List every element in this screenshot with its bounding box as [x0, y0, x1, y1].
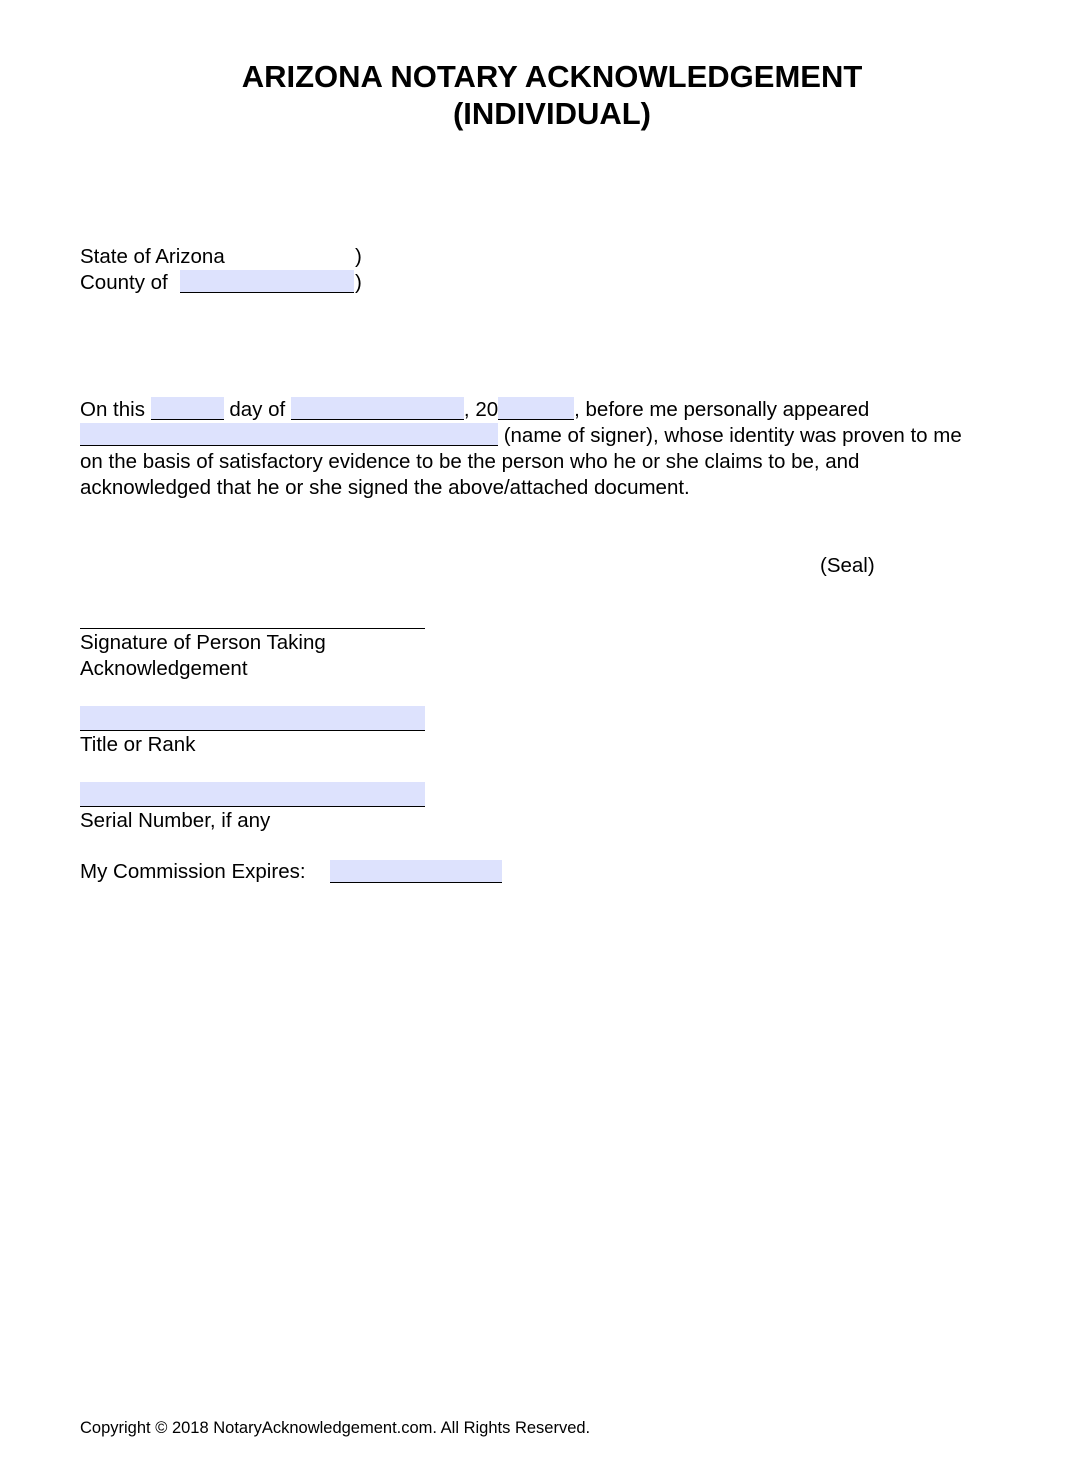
day-of-text: day of	[229, 398, 286, 421]
body-line-4: acknowledged that he or she signed the above/attached document.	[80, 476, 690, 499]
commission-label: My Commission Expires:	[80, 860, 306, 883]
title-rank-label: Title or Rank	[80, 733, 196, 756]
county-field[interactable]	[180, 270, 354, 292]
state-paren: )	[355, 245, 362, 268]
county-paren: )	[355, 271, 362, 294]
name-of-signer-text: (name of signer), whose identity was proven to me	[503, 424, 962, 447]
year-field[interactable]	[498, 397, 574, 420]
year-prefix-text: , 20	[463, 398, 499, 421]
signature-label-2: Acknowledgement	[80, 657, 248, 680]
day-field[interactable]	[151, 397, 224, 420]
serial-number-underline	[80, 806, 425, 807]
seal-label: (Seal)	[820, 554, 875, 577]
title-rank-field[interactable]	[80, 706, 425, 730]
state-label: State of Arizona	[80, 245, 225, 268]
commission-underline	[330, 882, 502, 883]
body-line-3: on the basis of satisfactory evidence to be the person who he or she claims to be, and	[80, 450, 860, 473]
signature-line[interactable]	[80, 628, 425, 629]
body-line-1	[80, 397, 869, 423]
month-field[interactable]	[291, 397, 464, 420]
signature-label-1: Signature of Person Taking	[80, 631, 326, 654]
serial-number-label: Serial Number, if any	[80, 809, 271, 832]
commission-expires-field[interactable]	[330, 860, 502, 882]
county-underline	[180, 292, 354, 293]
title-line-2: (INDIVIDUAL)	[452, 96, 652, 131]
document-title	[0, 58, 1076, 132]
on-this-text: On this	[80, 398, 145, 421]
title-rank-underline	[80, 730, 425, 731]
copyright-footer: Copyright © 2018 NotaryAcknowledgement.com. All Rights Reserved.	[80, 1419, 591, 1437]
county-label: County of	[80, 271, 168, 294]
serial-number-field[interactable]	[80, 782, 425, 806]
title-line-1: ARIZONA NOTARY ACKNOWLEDGEMENT	[241, 59, 863, 94]
body-line-2	[80, 423, 962, 449]
signer-name-field[interactable]	[80, 423, 498, 446]
before-me-text: , before me personally appeared	[574, 398, 870, 421]
